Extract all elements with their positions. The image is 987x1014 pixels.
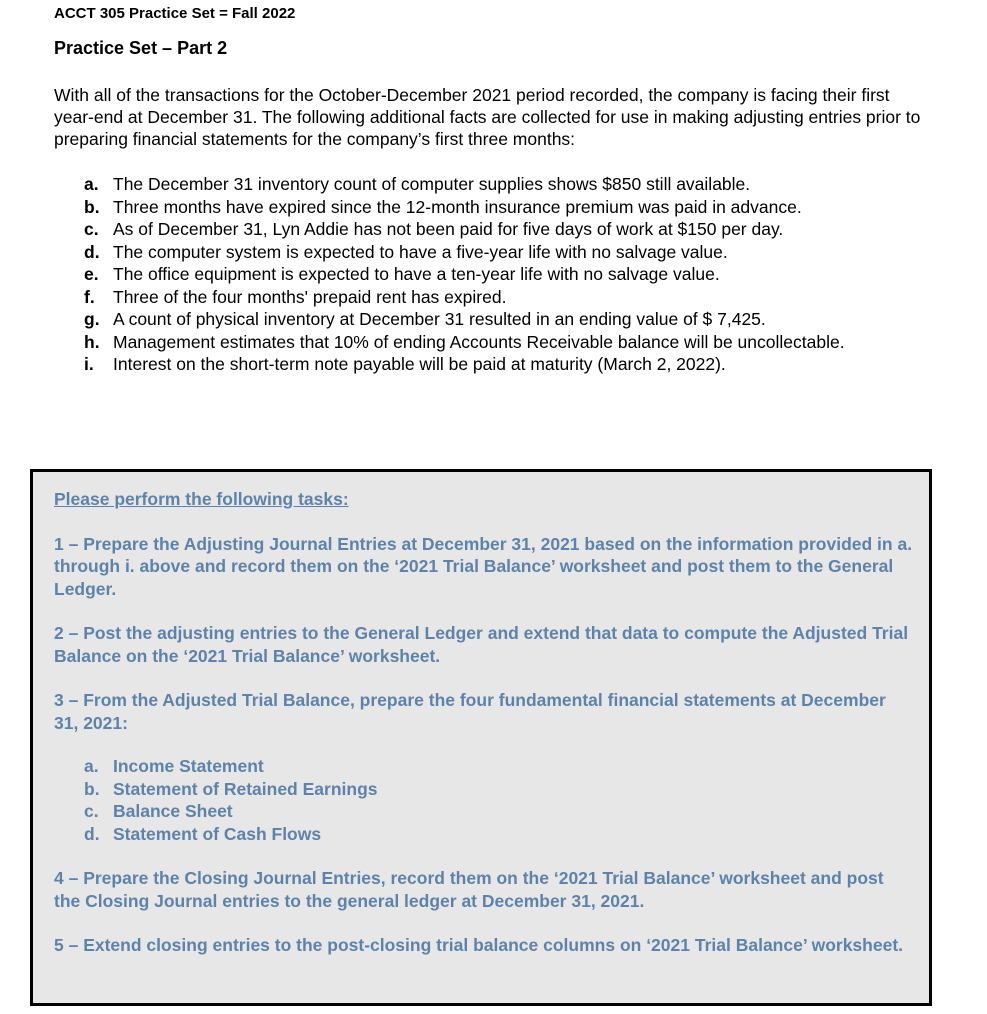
list-item-text: The computer system is expected to have a five-year life with no salvage value. <box>113 241 728 262</box>
task-4: 4 – Prepare the Closing Journal Entries, record them on the ‘2021 Trial Balance’ worksheet and post the Closing Journal entries to the general ledger at December 31, 2021. <box>54 868 884 911</box>
list-item-text: Income Statement <box>113 756 264 776</box>
list-letter: c. <box>84 801 99 821</box>
list-item-text: Statement of Cash Flows <box>113 823 322 844</box>
list-letter: i. <box>84 354 94 374</box>
list-letter: b. <box>84 196 100 217</box>
list-item <box>84 241 964 264</box>
financial-statements-list <box>84 755 914 845</box>
list-letter: a. <box>84 756 99 776</box>
tasks-heading: Please perform the following tasks: <box>54 489 349 509</box>
intro-paragraph: With all of the transactions for the October-December 2021 period recorded, the company is facing their first year-end at December 31. The following additional facts are collected for use in making adjusting entries prior to preparing financial statements for the company’s first three months: <box>54 85 921 149</box>
list-letter: h. <box>84 331 100 352</box>
list-letter: c. <box>84 219 99 239</box>
list-item <box>84 331 964 354</box>
list-item-text: The December 31 inventory count of computer supplies shows $850 still available. <box>113 174 751 194</box>
list-letter: d. <box>84 241 100 262</box>
list-item <box>84 823 914 846</box>
list-item <box>84 263 964 286</box>
list-item <box>84 286 964 309</box>
list-item <box>84 196 964 219</box>
list-item-text: Balance Sheet <box>113 801 233 821</box>
list-item-text: Statement of Retained Earnings <box>113 778 378 799</box>
list-item <box>84 353 964 376</box>
list-item <box>84 218 964 241</box>
adjustment-facts-list <box>84 173 964 376</box>
list-item-text: Interest on the short-term note payable will be paid at maturity (March 2, 2022). <box>113 354 726 374</box>
list-item-text: The office equipment is expected to have a ten-year life with no salvage value. <box>113 264 720 284</box>
list-item <box>84 755 914 778</box>
list-letter: b. <box>84 778 100 799</box>
list-letter: g. <box>84 309 100 329</box>
tasks-box <box>30 469 932 1006</box>
list-item <box>84 778 914 801</box>
list-letter: f. <box>84 286 95 307</box>
list-item <box>84 800 914 823</box>
list-letter: d. <box>84 823 100 844</box>
list-item <box>84 308 964 331</box>
list-item-text: A count of physical inventory at December 31 resulted in an ending value of $ 7,425. <box>113 309 766 329</box>
list-item-text: Three of the four months' prepaid rent has expired. <box>113 286 507 307</box>
page-title: Practice Set – Part 2 <box>54 38 228 58</box>
list-letter: a. <box>84 174 99 194</box>
task-2: 2 – Post the adjusting entries to the General Ledger and extend that data to compute the Adjusted Trial Balance on the ‘2021 Trial Balance’ worksheet. <box>54 623 909 666</box>
task-1: 1 – Prepare the Adjusting Journal Entries at December 31, 2021 based on the information provided in a. through i. above and record them on the ‘2021 Trial Balance’ worksheet and post them to the General Ledger. <box>54 533 913 599</box>
course-header: ACCT 305 Practice Set = Fall 2022 <box>54 5 296 22</box>
list-letter: e. <box>84 264 99 284</box>
list-item-text: As of December 31, Lyn Addie has not been paid for five days of work at $150 per day. <box>113 219 784 239</box>
list-item-text: Management estimates that 10% of ending Accounts Receivable balance will be uncollectable. <box>113 331 845 352</box>
task-3: 3 – From the Adjusted Trial Balance, prepare the four fundamental financial statements at December 31, 2021: <box>54 690 886 733</box>
list-item <box>84 173 964 196</box>
task-5: 5 – Extend closing entries to the post-closing trial balance columns on ‘2021 Trial Balance’ worksheet. <box>54 935 904 955</box>
list-item-text: Three months have expired since the 12-month insurance premium was paid in advance. <box>113 196 802 217</box>
tasks-content <box>54 488 914 979</box>
